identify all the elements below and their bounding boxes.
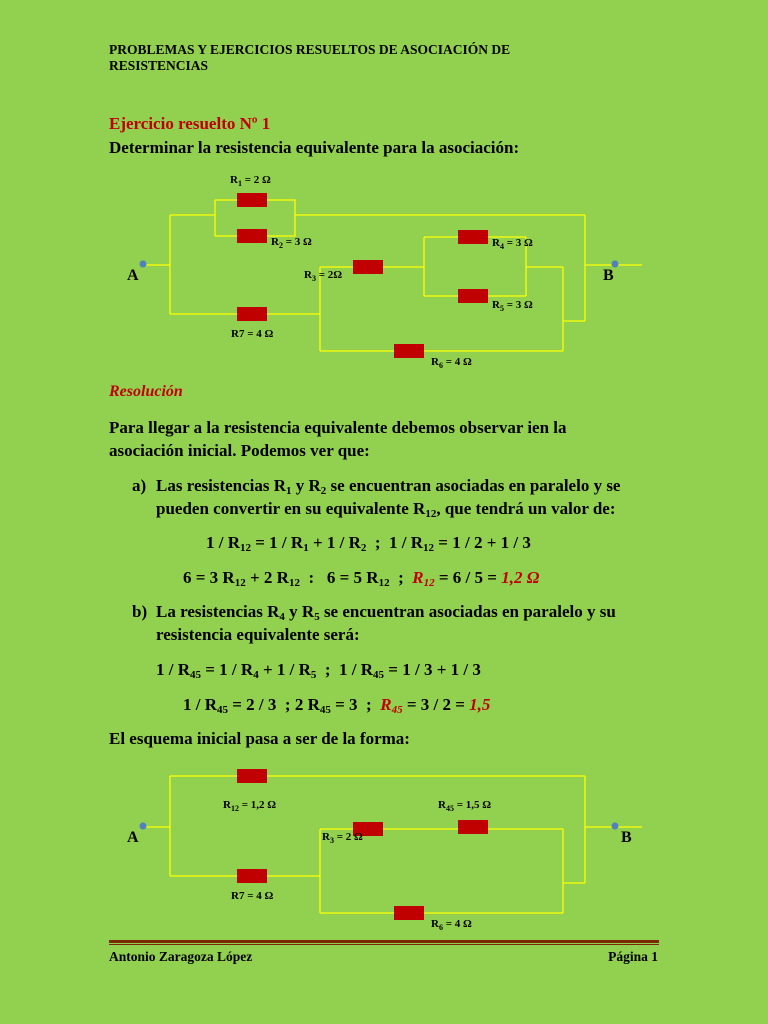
- resistor-r6: [394, 344, 424, 358]
- exercise-title: Ejercicio resuelto Nº 1: [109, 114, 271, 133]
- resistor-r5: [458, 289, 488, 303]
- resistor-r7-b: [237, 869, 267, 883]
- label-r3: $R_3 = 2\Omega$: [304, 269, 343, 283]
- header-line2: RESISTENCIAS: [109, 58, 209, 73]
- label-r3-b: $R_3 = 2$ Ω: [322, 831, 363, 845]
- intro-line1: Para llegar a la resistencia equivalente debemos observar ien la: [109, 418, 567, 437]
- resistor-r45: [458, 820, 488, 834]
- resistor-r1: [237, 193, 267, 207]
- resistor-r2: [237, 229, 267, 243]
- node-b-dot-2: [612, 823, 619, 830]
- resistor-r6-b: [394, 906, 424, 920]
- header-line1: PROBLEMAS Y EJERCICIOS RESUELTOS DE ASOCIACIÓN DE: [109, 42, 511, 57]
- label-r4: $R_4 = 3$ Ω: [492, 237, 533, 251]
- footer-author: Antonio Zaragoza López: [109, 949, 253, 964]
- item-b-line2: resistencia equivalente será:: [156, 625, 360, 644]
- label-r45: $R_{45} = 1,5$ Ω: [438, 799, 492, 813]
- label-r1: $R_1 = 2$ Ω: [230, 174, 271, 188]
- label-r12: $R_{12} = 1,2$ Ω: [223, 799, 277, 813]
- equation-3: $1 / R_{45} = 1 / R_4 + 1 / R_5$ ; $1 / R_{45} = 1 / 3 + 1 / 3$: [156, 660, 481, 681]
- node-a-label-2: A: [127, 829, 139, 846]
- node-a-label: A: [127, 267, 139, 284]
- equation-4: $1 / R_{45} = 2 / 3$ ; 2 $R_{45} = 3$ ; $R_{45} = 3 / 2 = 1,5$: [183, 695, 491, 716]
- equation-1: $1 / R_{12} = 1 / R_1 + 1 / R_2$ ; $1 / R_{12} = 1 / 2 + 1 / 3$: [206, 533, 531, 554]
- equation-2: 6 = 3 $R_{12} + 2$ $R_{12}$ : 6 = 5 $R_{12}$ ; $R_{12} = 6 / 5 = 1,2$ Ω: [183, 568, 540, 589]
- label-r6-b: $R_6 = 4$ Ω: [431, 918, 472, 932]
- item-a-line2: pueden convertir en su equivalente $R_{12}$, que tendrá un valor de:: [156, 499, 616, 520]
- footer-rule-thin: [109, 944, 659, 945]
- node-b-label: B: [603, 267, 614, 284]
- label-r2: $R_2 = 3$ Ω: [271, 236, 312, 250]
- resistor-r7: [237, 307, 267, 321]
- item-b-marker: b): [132, 602, 148, 621]
- exercise-question: Determinar la resistencia equivalente para la asociación:: [109, 138, 520, 157]
- node-a-dot: [140, 261, 147, 268]
- item-b-line1: La resistencias $R_4$ y $R_5$ se encuentran asociadas en paralelo y su: [156, 602, 616, 623]
- resistor-r12: [237, 769, 267, 783]
- label-r7: R7 = 4 Ω: [231, 328, 274, 340]
- intro-line2: asociación inicial. Podemos ver que:: [109, 441, 370, 460]
- item-a-line1: Las resistencias $R_1$ y $R_2$ se encuentran asociadas en paralelo y se: [156, 476, 621, 497]
- node-a-dot-2: [140, 823, 147, 830]
- item-a-marker: a): [132, 476, 147, 495]
- label-r7-b: R7 = 4 Ω: [231, 890, 274, 902]
- node-b-label-2: B: [621, 829, 632, 846]
- resolution-heading: Resolución: [109, 383, 183, 400]
- footer-page-number: Página 1: [608, 949, 658, 964]
- label-r6: $R_6 = 4$ Ω: [431, 356, 472, 370]
- resistor-r3: [353, 260, 383, 274]
- label-r5: $R_5 = 3$ Ω: [492, 299, 533, 313]
- resistor-r4: [458, 230, 488, 244]
- footer-rule: [109, 940, 659, 943]
- next-scheme-text: El esquema inicial pasa a ser de la forma:: [109, 729, 410, 748]
